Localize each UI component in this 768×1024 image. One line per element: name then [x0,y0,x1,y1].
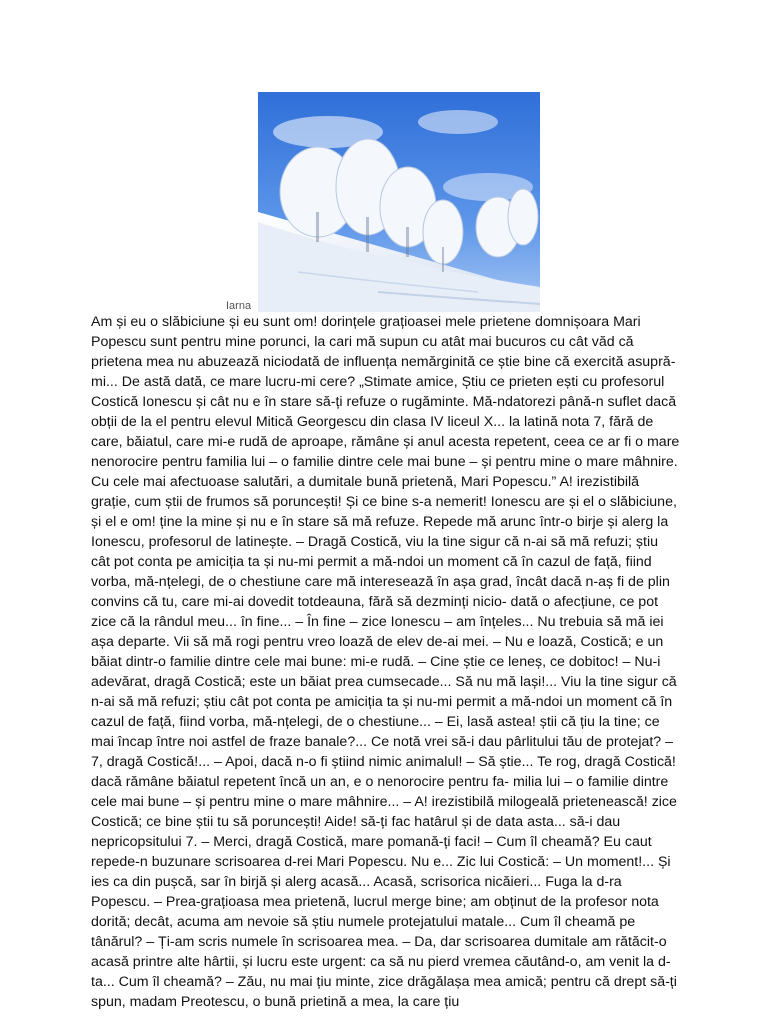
document-body [91,312,680,1012]
body-paragraph: Am și eu o slăbiciune și eu sunt om! dorințele grațioasei mele prietene domnișoara Mari Popescu sunt pentru mine porunci, la cari mă supun cu atât mai bucuros cu cât văd că prietena mea nu abuzează niciodată de influența nemărginită ce știe bine că exercită asupră-mi... De astă dată, ce mare lucru-mi cere? „Stimate amice, Știu ce prieten ești cu profesorul Costică Ionescu și cât nu e în stare să-ți refuze o rugăminte. Mă-ndatorezi până-n suflet dacă obții de la el pentru elevul Mitică Georgescu din clasa IV liceul X... la latină nota 7, fără de care, băiatul, care mi-e rudă de aproape, rămâne și anul acesta repetent, ceea ce ar fi o mare nenorocire pentru familia lui – o familie dintre cele mai bune – și pentru mine o mare mâhnire. Cu cele mai afectuoase salutări, a dumitale bună prietenă, Mari Popescu.” A! irezistibilă grație, cum știi de frumos să poruncești! Și ce bine s-a nemerit! Ionescu are și el o slăbiciune, și el e om! ține la mine și nu e în stare să mă refuze. Repede mă arunc într-o birje și alerg la Ionescu, profesorul de latinește. – Dragă Costică, viu la tine sigur că n-ai să mă refuzi; știu cât pot conta pe amiciția ta și nu-mi permit a mă-ndoi un moment că în cazul de față, fiind vorba, mă-nțelegi, de o chestiune care mă interesează în așa grad, încât dacă n-aș fi de plin convins că tu, care mi-ai dovedit totdeauna, fără să dezminți nicio- dată o afecțiune, ce pot zice că la rândul meu... în fine... – În fine – zice Ionescu – am înțeles... Nu trebuia să mă iei așa departe. Vii să mă rogi pentru vreo loază de elev de-ai mei. – Nu e loază, Costică; e un băiat dintr-o familie dintre cele mai bune: mi-e rudă. – Cine știe ce leneș, ce dobitoc! – Nu-i adevărat, dragă Costică; este un băiat prea cumsecade... Să nu mă lași!... Viu la tine sigur că n-ai să mă refuzi; știu cât pot conta pe amiciția ta și nu-mi permit a mă-ndoi un moment că în cazul de față, fiind vorba, mă-nțelegi, de o chestiune... – Ei, lasă astea! știi că țiu la tine; ce mai încap între noi astfel de fraze banale?... Ce notă vrei să-i dau pârlitului tău de protejat? – 7, dragă Costică!... – Apoi, dacă n-o fi știind nimic animalul! – Să știe... Te rog, dragă Costică! dacă rămâne băiatul repetent încă un an, e o nenorocire pentru fa- milia lui – o familie dintre cele mai bune – și pentru mine o mare mâhnire... – A! irezistibilă milogeală prietenească! zice Costică; ce bine știi tu să poruncești! Aide! să-ți fac hatârul și de data asta... să-i dau nepricopsitului 7. – Merci, dragă Costică, mare pomană-ți faci! – Cum îl cheamă? Eu caut repede-n buzunare scrisoarea d-rei Mari Popescu. Nu e... Zic lui Costică: – Un moment!... Și ies ca din pușcă, sar în birjă și alerg acasă... Acasă, scrisorica nicăieri... Fuga la d-ra Popescu. – Prea-grațioasa mea prietenă, lucrul merge bine; am obținut de la profesor nota dorită; decât, acuma am nevoie să știu numele protejatului matale... Cum îl cheamă pe tânărul? – Ți-am scris numele în scrisoarea mea. – Da, dar scrisoarea dumitale am rătăcit-o acasă printre alte hârtii, și lucru este urgent: ca să nu pierd vremea căutând-o, am venit la d-ta... Cum îl cheamă? – Zău, nu mai țiu minte, zice drăgălașa mea amică; pentru că drept să-ți spun, madam Preotescu, o bună prietină a mea, la care țiu [91,314,680,1010]
figure [226,92,542,314]
figure-caption: Iarna [226,300,252,312]
snowy-trees-icon [258,92,540,312]
winter-landscape-image [258,92,540,312]
